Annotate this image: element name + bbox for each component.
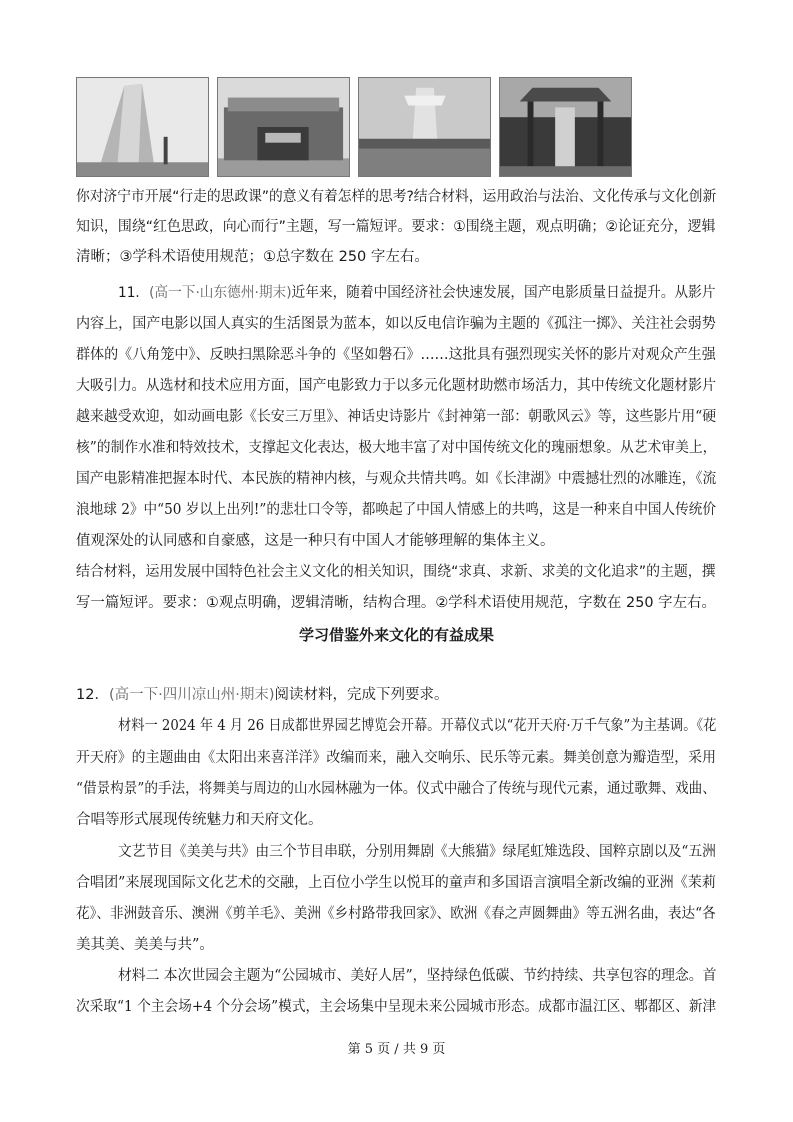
q12-first-line [76, 685, 449, 705]
q12-material-line: 合唱团”来展现国际文化艺术的交融，上百位小学生以悦耳的童声和多国语言演唱全新改编的亚洲《茉莉 [76, 875, 716, 891]
q12-material-line: 材料二 本次世园会主题为“公园城市、美好人居”，坚持绿色低碳、节约持续、共享包容的理念。首 [118, 968, 717, 984]
q12-material-line: 文艺节目《美美与共》由三个节目串联，分别用舞剧《大熊猫》绿尾虹雉选段、国粹京剧以及“五洲 [118, 844, 716, 860]
q12-material-line: 花》、非洲鼓音乐、澳洲《剪羊毛》、美洲《乡村路带我回家》、欧洲《春之声圆舞曲》等五洲名曲，表达“各 [76, 906, 716, 922]
q11-material-line: 核”的制作水准和特效技术，支撑起文化表达，极大地丰富了对中国传统文化的瑰丽想象。从艺术审美上， [76, 440, 717, 456]
memorial-hall-photo [217, 77, 350, 177]
q12-material-line: “借景构景”的手法，将舞美与周边的山水园林融为一体。仪式中融合了传统与现代元素，通过歌舞、戏曲、 [76, 781, 716, 797]
q10-line: 你对济宁市开展“行走的思政课”的意义有着怎样的思考?结合材料，运用政治与法治、文化传承与文化创新 [76, 189, 717, 205]
q11-task-line: 写一篇短评。要求：①观点明确，逻辑清晰，结构合理。②学科术语使用规范，字数在 250 字左右。 [76, 595, 716, 611]
section-heading: 学习借鉴外来文化的有益成果 [298, 626, 494, 644]
monument-tower-photo [76, 77, 209, 177]
photo-strip [76, 77, 636, 177]
question-lead: 近年来，随着中国经济社会快速发展，国产电影质量日益提升。从影片 [291, 285, 716, 301]
page-footer: 第 5 页 / 共 9 页 [347, 1042, 446, 1057]
question-number: 11． [118, 285, 150, 301]
q11-first-line [118, 283, 716, 303]
question-number: 12． [76, 687, 109, 703]
q12-material-line: 合唱等形式展现传统魅力和天府文化。 [76, 812, 323, 828]
memorial-tower-plaza-photo [358, 77, 491, 177]
q11-material-line: 值观深处的认同感和自豪感，这是一种只有中国人才能够理解的集体主义。 [76, 533, 555, 549]
q11-material-line: 浪地球 2》中“50 岁以上出列!”的悲壮口令等，都唤起了中国人情感上的共鸣，这是一种来自中国人传统价 [76, 502, 717, 518]
q10-line: 清晰；③学科术语使用规范；①总字数在 250 字左右。 [76, 249, 429, 265]
q11-material-line: 内容上，国产电影以国人真实的生活图景为蓝本，如以反电信诈骗为主题的《孤注一掷》、关注社会弱势 [76, 316, 716, 332]
q10-line: 知识，围绕“红色思政，向心而行”主题，写一篇短评。要求：①围绕主题，观点明确；②论证充分，逻辑 [76, 219, 716, 235]
question-source: (高一下·四川凉山州·期末) [108, 687, 275, 703]
q12-material-line: 开天府》的主题曲由《太阳出来喜洋洋》改编而来，融入交响乐、民乐等元素。舞美创意为瓣造型，采用 [76, 750, 716, 766]
stele-pavilion-photo [499, 77, 632, 177]
q11-material-line: 国产电影精准把握本时代、本民族的精神内核，与观众共情共鸣。如《长津湖》中震撼壮烈的冰雕连，《流 [76, 471, 717, 487]
q11-task-line: 结合材料，运用发展中国特色社会主义文化的相关知识，围绕“求真、求新、求美的文化追求”的主题，撰 [76, 564, 716, 580]
q12-material-line: 次采取“1 个主会场+4 个分会场”模式，主会场集中呈现未来公园城市形态。成都市温江区、郫都区、新津 [76, 999, 717, 1015]
question-source: (高一下·山东德州·期末) [149, 285, 292, 301]
q11-material-line: 群体的《八角笼中》、反映扫黑除恶斗争的《坚如磐石》……这批具有强烈现实关怀的影片对观众产生强 [76, 347, 716, 363]
q12-material-line: 美其美、美美与共”。 [76, 937, 214, 953]
q11-material-line: 越来越受欢迎，如动画电影《长安三万里》、神话史诗影片《封神第一部：朝歌风云》等，这些影片用“硬 [76, 409, 717, 425]
q12-material-line: 材料一 2024 年 4 月 26 日成都世界园艺博览会开幕。开幕仪式以“花开天府·万千气象”为主基调。《花 [118, 718, 717, 734]
question-lead: 阅读材料，完成下列要求。 [274, 687, 449, 703]
q11-material-line: 大吸引力。从选材和技术应用方面，国产电影致力于以多元化题材助燃市场活力，其中传统文化题材影片 [76, 378, 716, 394]
